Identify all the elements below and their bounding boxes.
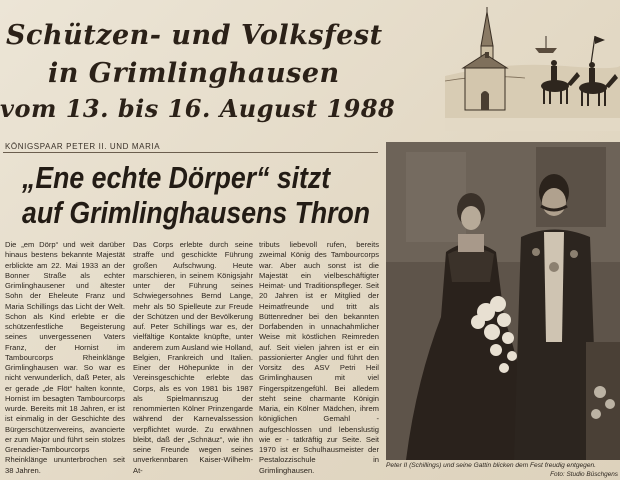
headline-line-1: „Ene echte Dörper“ sitzt xyxy=(22,160,331,195)
article-column-1 xyxy=(5,240,125,476)
column-2-text: Das Corps erlebte durch seine straffe und geschickte Führung großen Aufschwung. Heute marschieren, in seinem Königsjahr unter der Führung seines Schwiegersohnes Bernd Lange, mehr als 50 Spielleute zur Freude der Schützen und der Bevölkerung auf. Peter Schillings war es, der vielfältige Kontakte knüpfte, unter anderem zum Ausland wie Holland, Belgien, Frankreich und Italien. Einer der Höhepunkte in der Vereinsgeschichte erlebte das Corps, als es von 1981 bis 1987 als Spielmannszug der renommierten Kölner Prinzengarde während der Karnevalssession verpflichtet wurde. Zu erwähnen bleibt, daß der „Schnäuz“, wie ihn seine Freunde wegen seines unverkennbaren Kaiser-Wilhelm-At- xyxy=(133,240,253,475)
article-headline xyxy=(22,160,371,230)
banner-title-line-2: in Grimlinghausen xyxy=(48,58,340,89)
column-1-text: Die „em Dörp“ und weit darüber hinaus bestens bekannte Majestät erblickte am 22. Mai 1933 an der Bonner Straße als echter Grimlinghausener und ältester Sohn der Eheleute Franz und Maria Schillings das Licht der Welt. Schon als Kind erlebte er die schützenfestliche Begeisterung seines unvergessenen Vaters Franz, der Hornist im Tambourcorps Rheinklänge Grimlinghausen war. So war es nicht verwunderlich, daß Peter, als er gerade „de Flöt“ halten konnte, Hornist im besagten Tambourcorps wurde. Bereits mit 18 Jahren, er ist ist einmalig in der Geschichte des Bürgerschützenvereins, avancierte er zum Major und führt sein stolzes Grenadier-Tambourcorps Rheinklänge ununterbrochen seit 38 Jahren. xyxy=(5,240,125,475)
photo-credit: Foto: Studio Büschgens xyxy=(550,471,618,478)
banner-date-line: vom 13. bis 16. August 1988 xyxy=(0,94,396,123)
photo-caption xyxy=(386,461,620,478)
article-column-3 xyxy=(259,240,379,476)
caption-text: Peter II (Schillings) und seine Gattin blicken dem Fest freudig entgegen. xyxy=(386,462,597,469)
headline-line-2: auf Grimlinghausens Thron xyxy=(22,195,371,230)
column-3-text: tributs liebevoll rufen, bereits zweimal König des Tambourcorps war. Aber auch sonst ist die Majestät ein vielbeschäftigter Heimat- und Traditionspfleger. Seit 20 Jahren ist er Mitglied der Heimatfreunde und tritt als Büttenredner bei den bekannten Dorfabenden in unnachahmlicher Weise mit köstlichen Reimreden auf. Seit vielen jahren ist er ein passionierter Angler und führt den Vorsitz des ASV Petri Heil Grimlinghausen mit viel Fingerspitzengefühl. Bei alledem steht seine charmante Königin Maria, ein Kölner Mädchen, ihrem königlichen Gemahl - aufgeschlossen und lebenslustig wie er - tatkräftig zur Seite. Seit 1970 ist er Schulhausmeister der Pestalozzischule in Grimlinghausen. xyxy=(259,240,379,475)
banner-title-line-1: Schützen- und Volksfest xyxy=(6,20,383,51)
kicker-rule xyxy=(3,152,378,153)
church-and-riders-illustration xyxy=(445,6,620,131)
article-kicker: KÖNIGSPAAR PETER II. UND MARIA xyxy=(5,142,161,151)
festival-banner xyxy=(0,8,460,128)
royal-couple-photo xyxy=(386,142,620,460)
article-column-2 xyxy=(133,240,253,476)
